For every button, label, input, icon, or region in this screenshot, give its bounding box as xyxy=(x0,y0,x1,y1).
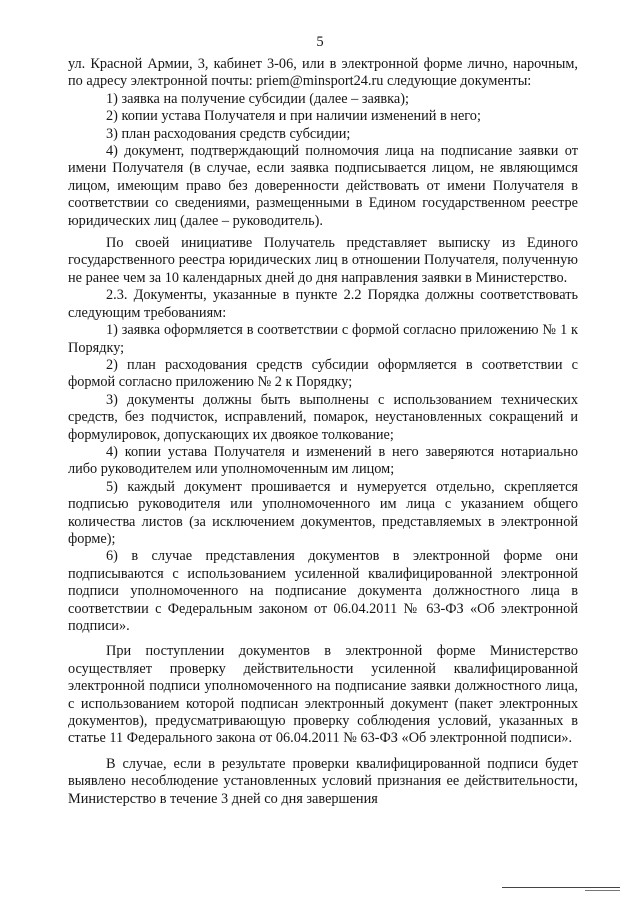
paragraph-registry-extract: По своей инициативе Получатель представляет выписку из Единого государственного реестра юридических лиц в отношении Получателя, полученную не ранее чем за 10 календарных дней до дня направления заявки в Министерство. xyxy=(68,235,578,286)
list-item-requirement-2: 2) план расходования средств субсидии оформляется в соответствии с формой согласно приложению № 2 к Порядку; xyxy=(68,356,578,391)
paragraph-submission-address: ул. Красной Армии, 3, кабинет 3-06, или в электронной форме лично, нарочным, по адресу электронной почты: priem@minsport24.ru следующие документы: xyxy=(68,56,578,90)
footer-rule xyxy=(502,887,620,888)
list-item-requirement-5: 5) каждый документ прошивается и нумеруется отдельно, скрепляется подписью руководителя или уполномоченного им лица с указанием общего количества листов (за исключением документов, представляемых в электронной форме); xyxy=(68,478,578,547)
list-item-requirement-3: 3) документы должны быть выполнены с использованием технических средств, без подчисток, исправлений, помарок, неустановленных сокращений и формулировок, допускающих их двоякое толкование; xyxy=(68,391,578,443)
list-item-authority-document: 4) документ, подтверждающий полномочия лица на подписание заявки от имени Получателя (в случае, если заявка подписывается лицом, не являющимся лицом, имеющим право без доверенности действовать от имени Получателя в соответствии со сведениями, размещенными в Едином государственном реестре юридических лиц (далее – руководитель). xyxy=(68,143,578,229)
paragraph-section-2-3: 2.3. Документы, указанные в пункте 2.2 Порядка должны соответствовать следующим требованиям: xyxy=(68,287,578,321)
list-item-application: 1) заявка на получение субсидии (далее – заявка); xyxy=(106,90,409,107)
list-item-charter-copies: 2) копии устава Получателя и при наличии изменений в него; xyxy=(106,108,481,125)
list-item-requirement-6: 6) в случае представления документов в электронной форме они подписываются с использованием усиленной квалифицированной электронной подписи уполномоченного на подписание документа должностного лица в соответствии с Федеральным законом от 06.04.2011 № 63-ФЗ «Об электронной подписи». xyxy=(68,548,578,634)
list-item-requirement-4: 4) копии устава Получателя и изменений в него заверяются нотариально либо руководителем или уполномоченным им лицом; xyxy=(68,443,578,478)
paragraph-signature-verification: При поступлении документов в электронной форме Министерство осуществляет проверку действительности усиленной квалифицированной электронной подписи уполномоченного на подписание заявки должностного лица, с использованием которой подписан электронный документ (пакет электронных документов), предусматривающую проверку соблюдения условий, указанных в статье 11 Федерального закона от 06.04.2011 № 63-ФЗ «Об электронной подписи». xyxy=(68,643,578,747)
list-item-requirement-1: 1) заявка оформляется в соответствии с формой согласно приложению № 1 к Порядку; xyxy=(68,322,578,356)
list-item-spending-plan: 3) план расходования средств субсидии; xyxy=(106,125,351,142)
paragraph-verification-failure: В случае, если в результате проверки квалифицированной подписи будет выявлено несоблюдение установленных условий признания ее действительности, Министерство в течение 3 дней со дня завершения xyxy=(68,755,578,807)
footer-rule-secondary xyxy=(585,890,620,891)
page-number: 5 xyxy=(316,34,324,50)
document-body xyxy=(68,56,578,808)
